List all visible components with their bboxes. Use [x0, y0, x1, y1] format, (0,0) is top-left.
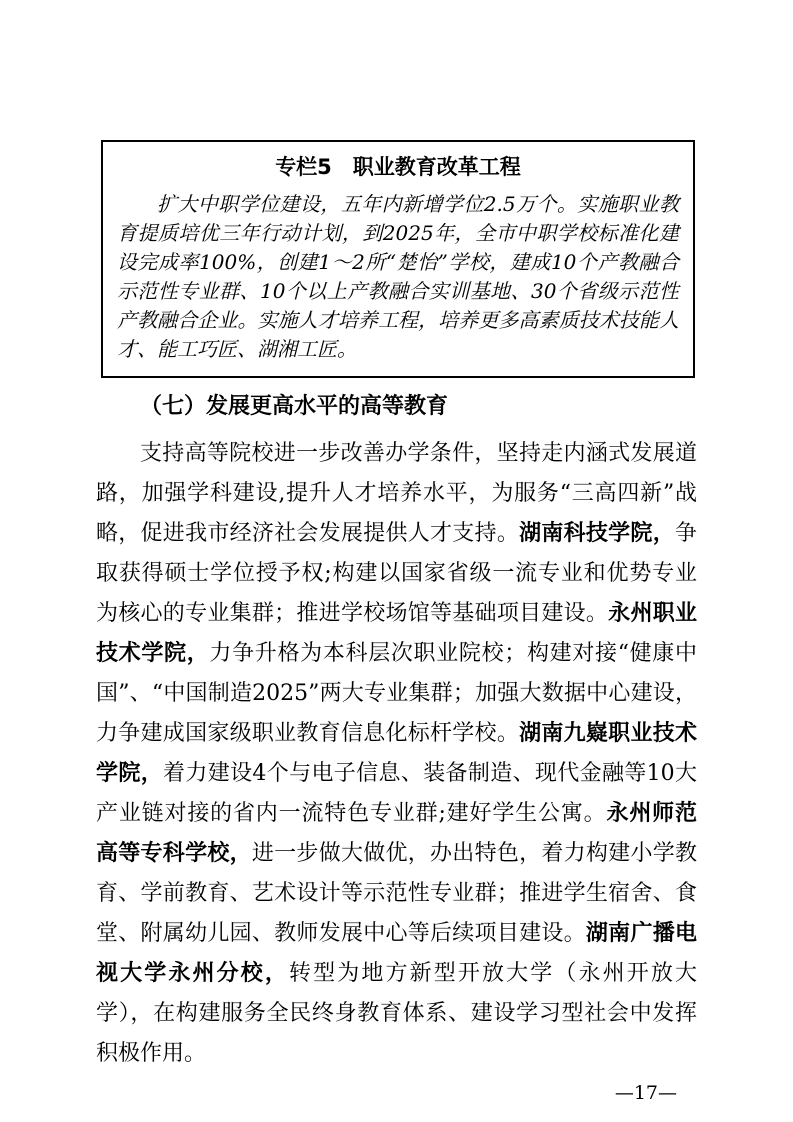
callout-box	[101, 140, 695, 378]
school-name-bold: 湖南科技学院，	[519, 521, 675, 546]
school-name-bold: 永州师范高等专科学校，	[96, 801, 697, 866]
paragraph-text: 力争升格为本科层次职业院校；构建对接“健康中国”、“中国制造2025”两大专业集群；加强大数据中心建设，力争建成国家级职业教育信息化标杆学校。	[96, 641, 697, 746]
school-name-bold: 湖南九嶷职业技术学院，	[96, 721, 697, 786]
body-paragraph	[96, 434, 697, 1074]
callout-box-body: 扩大中职学位建设，五年内新增学位2.5万个。实施职业教育提质培优三年行动计划，到2025年，全市中职学校标准化建设完成率100%，创建1～2所“楚怡”学校，建成10个产教融合示范性专业群、10个以上产教融合实训基地、30个省级示范性产教融合企业。实施人才培养工程，培养更多高素质技术技能人才、能工巧匠、湖湘工匠。	[117, 192, 679, 361]
paragraph-text: 进一步做大做优，办出特色，着力构建小学教育、学前教育、艺术设计等示范性专业群；推进学生宿舍、食堂、附属幼儿园、教师发展中心等后续项目建设。	[96, 841, 697, 946]
callout-box-title: 专栏5 职业教育改革工程	[275, 155, 521, 179]
school-name-bold: 湖南广播电视大学永州分校，	[96, 921, 697, 986]
section-heading: （七）发展更高水平的高等教育	[140, 394, 449, 419]
paragraph-text: 争取获得硕士学位授予权;构建以国家省级一流专业和优势专业为核心的专业集群；推进学校场馆等基础项目建设。	[96, 521, 697, 626]
paragraph-text: 着力建设4个与电子信息、装备制造、现代金融等10大产业链对接的省内一流特色专业群;建好学生公寓。	[96, 761, 697, 826]
school-name-bold: 永州职业技术学院，	[96, 601, 697, 666]
paragraph-text: 转型为地方新型开放大学（永州开放大学），在构建服务全民终身教育体系、建设学习型社会中发挥积极作用。	[96, 961, 697, 1066]
page-number: —17—	[614, 1082, 677, 1104]
paragraph-text: 支持高等院校进一步改善办学条件，坚持走内涵式发展道路，加强学科建设,提升人才培养水平，为服务“三高四新”战略，促进我市经济社会发展提供人才支持。	[96, 441, 697, 546]
